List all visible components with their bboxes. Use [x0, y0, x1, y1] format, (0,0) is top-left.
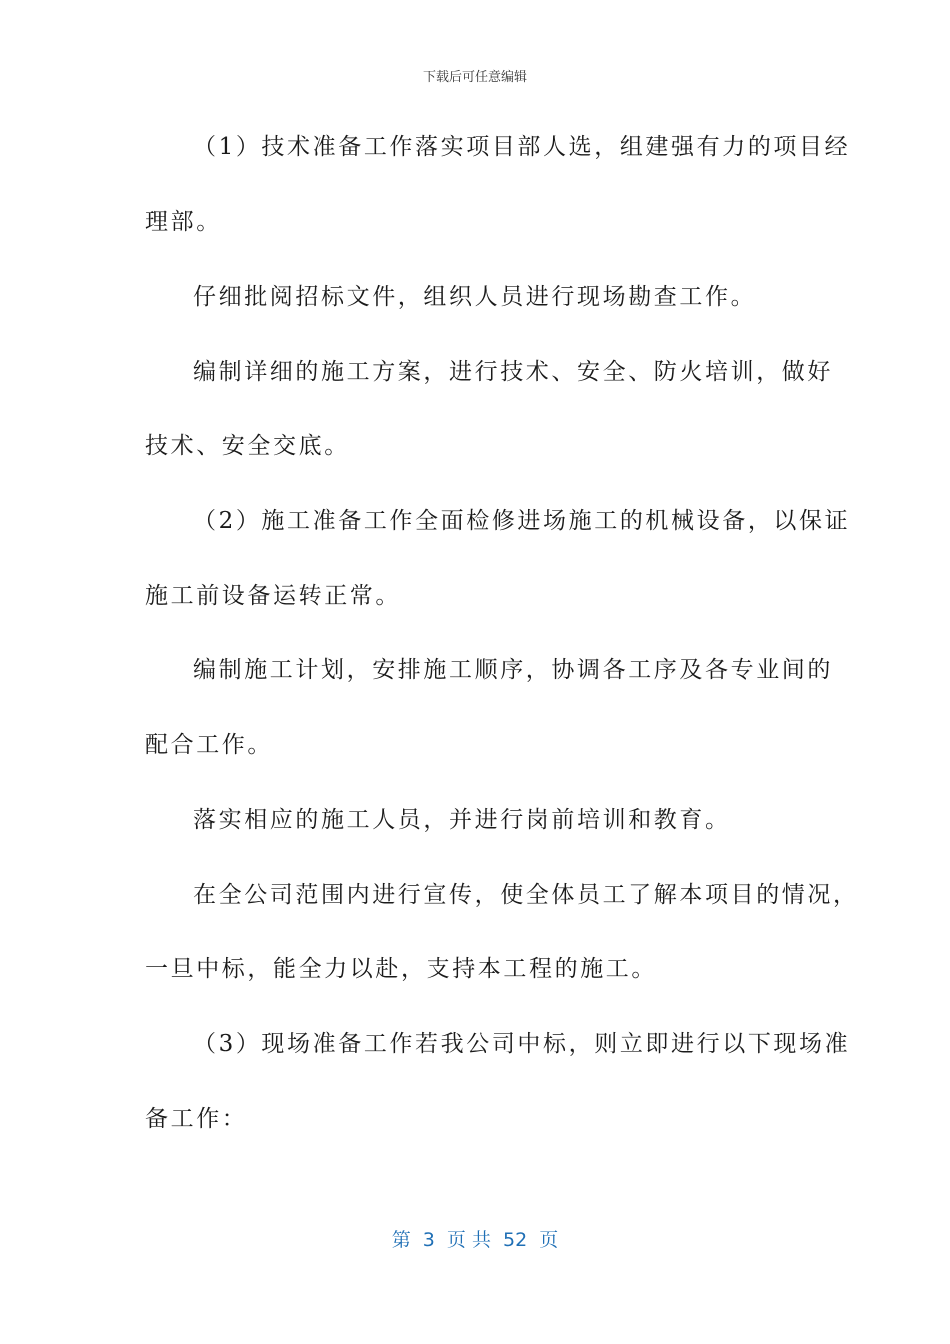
paragraph-line: 仔细批阅招标文件，组织人员进行现场勘查工作。: [193, 284, 757, 310]
paragraph-line: 施工前设备运转正常。: [145, 583, 401, 609]
page-footer: 第 3 页 共 52 页: [391, 1229, 559, 1251]
paragraph-line: 配合工作。: [145, 732, 273, 758]
paragraph-line: （3）现场准备工作若我公司中标，则立即进行以下现场准: [193, 1031, 851, 1057]
paragraph-line: 技术、安全交底。: [145, 433, 350, 459]
paragraph-line: 编制详细的施工方案，进行技术、安全、防火培训，做好: [193, 359, 833, 385]
paragraph-line: 一旦中标，能全力以赴，支持本工程的施工。: [145, 956, 657, 982]
paragraph-line: 理部。: [145, 209, 222, 235]
paragraph-line: 编制施工计划，安排施工顺序，协调各工序及各专业间的: [193, 657, 833, 683]
paragraph-line: （2）施工准备工作全面检修进场施工的机械设备，以保证: [193, 508, 851, 534]
paragraph-line: 在全公司范围内进行宣传，使全体员工了解本项目的情况，: [193, 882, 859, 908]
paragraph-line: （1）技术准备工作落实项目部人选，组建强有力的项目经: [193, 134, 851, 160]
page-header: 下载后可任意编辑: [422, 70, 527, 85]
paragraph-line: 备工作：: [145, 1106, 248, 1132]
paragraph-line: 落实相应的施工人员，并进行岗前培训和教育。: [193, 807, 731, 833]
